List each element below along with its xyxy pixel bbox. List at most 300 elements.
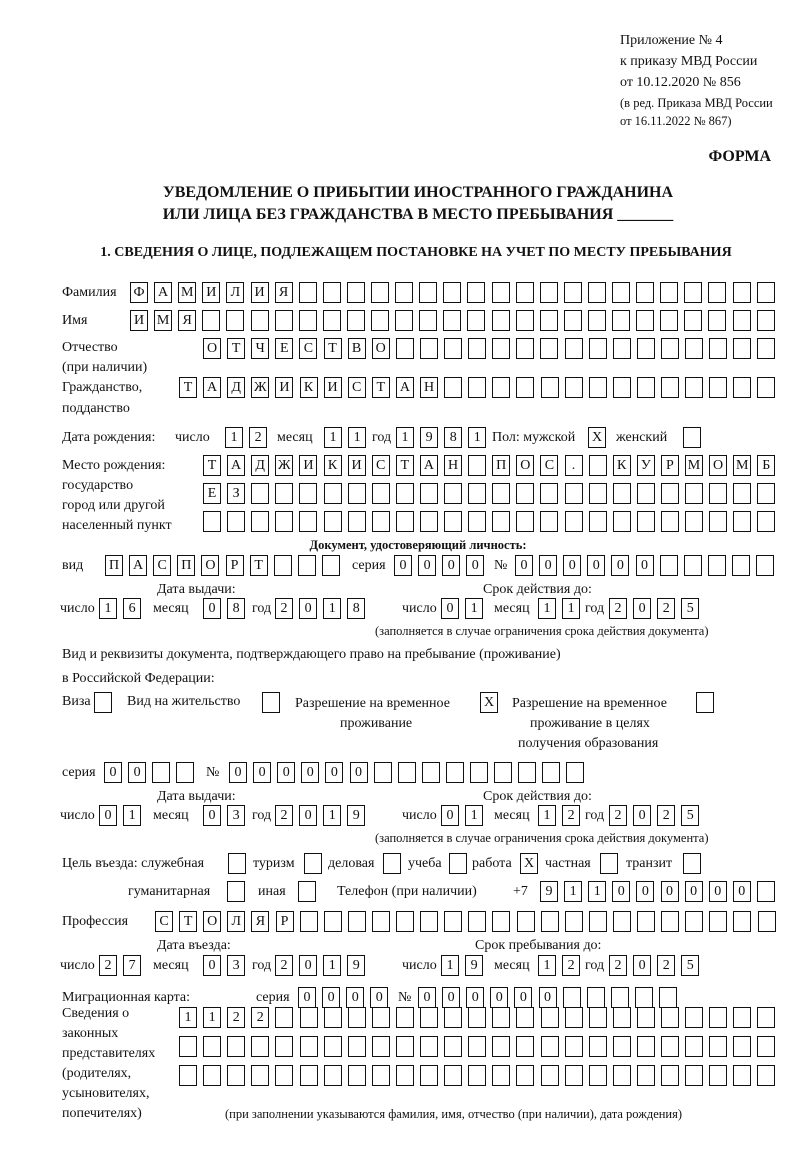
birth-place-cell[interactable] <box>589 511 607 532</box>
birth-place-cell[interactable]: Ж <box>275 455 293 476</box>
representative-cell[interactable] <box>372 1065 390 1086</box>
year-cell[interactable]: 9 <box>347 955 365 976</box>
day-cell[interactable]: 1 <box>441 955 459 976</box>
representative-cell[interactable] <box>492 1007 510 1028</box>
stay-number-cell[interactable]: 0 <box>350 762 368 783</box>
day-cell[interactable]: 0 <box>99 805 117 826</box>
patronymic-cell[interactable]: Т <box>227 338 245 359</box>
citizenship-cell[interactable] <box>565 377 583 398</box>
surname-cell[interactable] <box>467 282 485 303</box>
purpose-study-cell[interactable] <box>449 853 467 874</box>
stay-series-cell[interactable] <box>176 762 194 783</box>
birth-place-cell[interactable] <box>251 483 269 504</box>
representative-cell[interactable] <box>637 1007 655 1028</box>
profession-cell[interactable] <box>565 911 583 932</box>
profession-cell[interactable] <box>396 911 414 932</box>
representative-cell[interactable] <box>444 1036 462 1057</box>
month-cell[interactable]: 3 <box>227 805 245 826</box>
representative-cell[interactable] <box>757 1036 775 1057</box>
profession-cell[interactable] <box>758 911 776 932</box>
citizenship-cell[interactable] <box>492 377 510 398</box>
name-cell[interactable] <box>516 310 534 331</box>
citizenship-cell[interactable] <box>709 377 727 398</box>
doc-type-cell[interactable]: О <box>201 555 219 576</box>
profession-cell[interactable] <box>613 911 631 932</box>
stay-number-cell[interactable]: 0 <box>277 762 295 783</box>
surname-cell[interactable] <box>636 282 654 303</box>
surname-cell[interactable]: И <box>251 282 269 303</box>
doc-number-cell[interactable] <box>756 555 774 576</box>
representative-cell[interactable] <box>300 1007 318 1028</box>
birth-place-cell[interactable] <box>757 483 775 504</box>
month-cell[interactable]: 1 <box>538 805 556 826</box>
phone-cell[interactable]: 9 <box>540 881 558 902</box>
citizenship-cell[interactable] <box>541 377 559 398</box>
doc-number-cell[interactable]: 0 <box>515 555 533 576</box>
year-cell[interactable]: 2 <box>275 955 293 976</box>
surname-cell[interactable] <box>612 282 630 303</box>
name-cell[interactable] <box>443 310 461 331</box>
representative-cell[interactable] <box>275 1007 293 1028</box>
name-cell[interactable] <box>275 310 293 331</box>
representative-cell[interactable] <box>372 1007 390 1028</box>
name-cell[interactable] <box>588 310 606 331</box>
doc-number-cell[interactable]: 0 <box>611 555 629 576</box>
day-cell[interactable]: 0 <box>441 598 459 619</box>
migration-number-cell[interactable]: 0 <box>514 987 532 1008</box>
birth-place-cell[interactable] <box>324 483 342 504</box>
birth-year-cell[interactable]: 1 <box>396 427 414 448</box>
month-cell[interactable]: 0 <box>203 598 221 619</box>
residence-cell[interactable] <box>262 692 280 713</box>
stay-number-cell[interactable]: 0 <box>229 762 247 783</box>
representative-cell[interactable] <box>372 1036 390 1057</box>
representative-cell[interactable]: 1 <box>203 1007 221 1028</box>
surname-cell[interactable] <box>757 282 775 303</box>
representative-cell[interactable] <box>733 1036 751 1057</box>
profession-cell[interactable]: С <box>155 911 173 932</box>
patronymic-cell[interactable] <box>396 338 414 359</box>
patronymic-cell[interactable] <box>637 338 655 359</box>
year-cell[interactable]: 0 <box>633 805 651 826</box>
birth-place-cell[interactable] <box>757 511 775 532</box>
phone-cell[interactable]: 1 <box>588 881 606 902</box>
citizenship-cell[interactable]: А <box>203 377 221 398</box>
stay-number-cell[interactable] <box>422 762 440 783</box>
representative-cell[interactable] <box>685 1065 703 1086</box>
profession-cell[interactable]: О <box>203 911 221 932</box>
profession-cell[interactable] <box>372 911 390 932</box>
representative-cell[interactable] <box>565 1036 583 1057</box>
doc-series-cell[interactable]: 0 <box>418 555 436 576</box>
representative-cell[interactable] <box>589 1065 607 1086</box>
patronymic-cell[interactable] <box>565 338 583 359</box>
birth-place-cell[interactable] <box>420 511 438 532</box>
representative-cell[interactable] <box>637 1036 655 1057</box>
representative-cell[interactable] <box>203 1036 221 1057</box>
phone-cell[interactable] <box>757 881 775 902</box>
profession-cell[interactable]: Р <box>276 911 294 932</box>
birth-day-cell[interactable]: 1 <box>225 427 243 448</box>
surname-cell[interactable] <box>733 282 751 303</box>
stay-number-cell[interactable] <box>542 762 560 783</box>
day-cell[interactable]: 6 <box>123 598 141 619</box>
profession-cell[interactable] <box>420 911 438 932</box>
representative-cell[interactable] <box>468 1036 486 1057</box>
birth-place-cell[interactable]: Е <box>203 483 221 504</box>
year-cell[interactable]: 2 <box>657 955 675 976</box>
day-cell[interactable]: 9 <box>465 955 483 976</box>
day-cell[interactable]: 0 <box>441 805 459 826</box>
citizenship-cell[interactable] <box>468 377 486 398</box>
birth-place-cell[interactable]: К <box>613 455 631 476</box>
year-cell[interactable]: 5 <box>681 955 699 976</box>
phone-cell[interactable]: 0 <box>636 881 654 902</box>
representative-cell[interactable] <box>275 1036 293 1057</box>
migration-number-cell[interactable] <box>659 987 677 1008</box>
stay-number-cell[interactable]: 0 <box>325 762 343 783</box>
representative-cell[interactable] <box>420 1007 438 1028</box>
birth-place-cell[interactable] <box>637 511 655 532</box>
profession-cell[interactable]: Я <box>251 911 269 932</box>
purpose-transit-cell[interactable] <box>683 853 701 874</box>
citizenship-cell[interactable] <box>733 377 751 398</box>
name-cell[interactable] <box>226 310 244 331</box>
year-cell[interactable]: 5 <box>681 598 699 619</box>
doc-number-cell[interactable]: 0 <box>636 555 654 576</box>
representative-cell[interactable] <box>420 1065 438 1086</box>
representative-cell[interactable] <box>179 1065 197 1086</box>
birth-place-cell[interactable] <box>685 511 703 532</box>
birth-place-cell[interactable] <box>468 483 486 504</box>
citizenship-cell[interactable] <box>444 377 462 398</box>
representative-cell[interactable] <box>516 1007 534 1028</box>
migration-number-cell[interactable]: 0 <box>539 987 557 1008</box>
surname-cell[interactable] <box>564 282 582 303</box>
name-cell[interactable] <box>251 310 269 331</box>
migration-number-cell[interactable] <box>635 987 653 1008</box>
month-cell[interactable]: 2 <box>562 805 580 826</box>
birth-place-cell[interactable]: С <box>372 455 390 476</box>
surname-cell[interactable] <box>708 282 726 303</box>
representative-cell[interactable] <box>565 1007 583 1028</box>
year-cell[interactable]: 1 <box>323 598 341 619</box>
representative-cell[interactable] <box>661 1065 679 1086</box>
citizenship-cell[interactable] <box>685 377 703 398</box>
month-cell[interactable]: 8 <box>227 598 245 619</box>
citizenship-cell[interactable] <box>589 377 607 398</box>
birth-place-cell[interactable] <box>540 511 558 532</box>
name-cell[interactable]: Я <box>178 310 196 331</box>
birth-place-cell[interactable] <box>251 511 269 532</box>
birth-place-cell[interactable]: М <box>733 455 751 476</box>
birth-place-cell[interactable] <box>492 483 510 504</box>
doc-number-cell[interactable] <box>684 555 702 576</box>
name-cell[interactable] <box>492 310 510 331</box>
patronymic-cell[interactable] <box>444 338 462 359</box>
representative-cell[interactable] <box>709 1007 727 1028</box>
birth-year-cell[interactable]: 9 <box>420 427 438 448</box>
month-cell[interactable]: 1 <box>538 955 556 976</box>
birth-place-cell[interactable] <box>613 483 631 504</box>
stay-series-cell[interactable] <box>152 762 170 783</box>
representative-cell[interactable] <box>589 1007 607 1028</box>
patronymic-cell[interactable]: Ч <box>251 338 269 359</box>
representative-cell[interactable]: 2 <box>251 1007 269 1028</box>
representative-cell[interactable] <box>661 1007 679 1028</box>
citizenship-cell[interactable] <box>757 377 775 398</box>
surname-cell[interactable] <box>540 282 558 303</box>
name-cell[interactable] <box>371 310 389 331</box>
purpose-work-cell[interactable]: X <box>520 853 538 874</box>
representative-cell[interactable] <box>324 1007 342 1028</box>
name-cell[interactable] <box>660 310 678 331</box>
representative-cell[interactable] <box>420 1036 438 1057</box>
name-cell[interactable] <box>612 310 630 331</box>
birth-place-cell[interactable]: И <box>348 455 366 476</box>
birth-place-cell[interactable] <box>637 483 655 504</box>
doc-number-cell[interactable]: 0 <box>563 555 581 576</box>
representative-cell[interactable] <box>757 1065 775 1086</box>
profession-cell[interactable] <box>637 911 655 932</box>
patronymic-cell[interactable] <box>613 338 631 359</box>
citizenship-cell[interactable]: Т <box>179 377 197 398</box>
birth-place-cell[interactable]: О <box>709 455 727 476</box>
name-cell[interactable] <box>202 310 220 331</box>
birth-year-cell[interactable]: 8 <box>444 427 462 448</box>
surname-cell[interactable] <box>395 282 413 303</box>
doc-type-cell[interactable]: П <box>177 555 195 576</box>
day-cell[interactable]: 2 <box>99 955 117 976</box>
surname-cell[interactable] <box>492 282 510 303</box>
migration-series-cell[interactable]: 0 <box>370 987 388 1008</box>
surname-cell[interactable] <box>347 282 365 303</box>
birth-place-cell[interactable] <box>589 483 607 504</box>
surname-cell[interactable]: Л <box>226 282 244 303</box>
birth-place-cell[interactable] <box>492 511 510 532</box>
doc-type-cell[interactable]: С <box>153 555 171 576</box>
patronymic-cell[interactable] <box>661 338 679 359</box>
year-cell[interactable]: 0 <box>633 598 651 619</box>
surname-cell[interactable] <box>443 282 461 303</box>
representative-cell[interactable] <box>733 1007 751 1028</box>
representative-cell[interactable]: 2 <box>227 1007 245 1028</box>
birth-place-cell[interactable] <box>444 511 462 532</box>
surname-cell[interactable] <box>660 282 678 303</box>
doc-number-cell[interactable] <box>732 555 750 576</box>
birth-place-cell[interactable] <box>613 511 631 532</box>
doc-number-cell[interactable] <box>708 555 726 576</box>
representative-cell[interactable] <box>589 1036 607 1057</box>
month-cell[interactable]: 3 <box>227 955 245 976</box>
representative-cell[interactable] <box>492 1036 510 1057</box>
year-cell[interactable]: 8 <box>347 598 365 619</box>
migration-series-cell[interactable]: 0 <box>322 987 340 1008</box>
birth-place-cell[interactable] <box>685 483 703 504</box>
year-cell[interactable]: 0 <box>299 955 317 976</box>
representative-cell[interactable] <box>251 1065 269 1086</box>
birth-place-cell[interactable] <box>396 511 414 532</box>
patronymic-cell[interactable]: Е <box>275 338 293 359</box>
surname-cell[interactable] <box>371 282 389 303</box>
birth-place-cell[interactable] <box>203 511 221 532</box>
surname-cell[interactable] <box>684 282 702 303</box>
name-cell[interactable] <box>323 310 341 331</box>
representative-cell[interactable]: 1 <box>179 1007 197 1028</box>
year-cell[interactable]: 2 <box>609 598 627 619</box>
citizenship-cell[interactable]: А <box>396 377 414 398</box>
edu-residence-cell[interactable] <box>696 692 714 713</box>
citizenship-cell[interactable]: К <box>300 377 318 398</box>
day-cell[interactable]: 1 <box>123 805 141 826</box>
representative-cell[interactable] <box>613 1036 631 1057</box>
representative-cell[interactable] <box>324 1036 342 1057</box>
representative-cell[interactable] <box>733 1065 751 1086</box>
birth-place-cell[interactable]: Н <box>444 455 462 476</box>
birth-place-cell[interactable] <box>275 511 293 532</box>
year-cell[interactable]: 2 <box>609 805 627 826</box>
birth-place-cell[interactable] <box>565 511 583 532</box>
birth-place-cell[interactable]: М <box>685 455 703 476</box>
citizenship-cell[interactable] <box>637 377 655 398</box>
surname-cell[interactable] <box>516 282 534 303</box>
birth-place-cell[interactable] <box>661 511 679 532</box>
representative-cell[interactable] <box>348 1007 366 1028</box>
representative-cell[interactable] <box>757 1007 775 1028</box>
year-cell[interactable]: 2 <box>275 598 293 619</box>
year-cell[interactable]: 5 <box>681 805 699 826</box>
stay-number-cell[interactable]: 0 <box>301 762 319 783</box>
birth-place-cell[interactable]: С <box>540 455 558 476</box>
name-cell[interactable] <box>419 310 437 331</box>
citizenship-cell[interactable]: И <box>324 377 342 398</box>
birth-place-cell[interactable] <box>348 483 366 504</box>
patronymic-cell[interactable] <box>540 338 558 359</box>
name-cell[interactable] <box>467 310 485 331</box>
name-cell[interactable] <box>733 310 751 331</box>
month-cell[interactable]: 0 <box>203 805 221 826</box>
birth-place-cell[interactable] <box>709 511 727 532</box>
birth-place-cell[interactable] <box>516 483 534 504</box>
birth-place-cell[interactable]: У <box>637 455 655 476</box>
representative-cell[interactable] <box>613 1065 631 1086</box>
doc-type-cell[interactable] <box>298 555 316 576</box>
name-cell[interactable] <box>347 310 365 331</box>
birth-place-cell[interactable] <box>372 483 390 504</box>
profession-cell[interactable] <box>444 911 462 932</box>
representative-cell[interactable] <box>516 1036 534 1057</box>
day-cell[interactable]: 7 <box>123 955 141 976</box>
patronymic-cell[interactable] <box>757 338 775 359</box>
stay-series-cell[interactable]: 0 <box>128 762 146 783</box>
representative-cell[interactable] <box>685 1036 703 1057</box>
migration-number-cell[interactable]: 0 <box>418 987 436 1008</box>
representative-cell[interactable] <box>324 1065 342 1086</box>
migration-series-cell[interactable]: 0 <box>346 987 364 1008</box>
birth-place-cell[interactable] <box>709 483 727 504</box>
migration-series-cell[interactable]: 0 <box>298 987 316 1008</box>
patronymic-cell[interactable] <box>709 338 727 359</box>
birth-place-cell[interactable] <box>565 483 583 504</box>
birth-place-cell[interactable] <box>733 511 751 532</box>
birth-place-cell[interactable] <box>396 483 414 504</box>
citizenship-cell[interactable]: Т <box>372 377 390 398</box>
representative-cell[interactable] <box>541 1007 559 1028</box>
stay-number-cell[interactable] <box>374 762 392 783</box>
citizenship-cell[interactable] <box>516 377 534 398</box>
representative-cell[interactable] <box>541 1036 559 1057</box>
year-cell[interactable]: 2 <box>657 598 675 619</box>
surname-cell[interactable]: Ф <box>130 282 148 303</box>
migration-number-cell[interactable] <box>563 987 581 1008</box>
month-cell[interactable]: 1 <box>562 598 580 619</box>
representative-cell[interactable] <box>468 1065 486 1086</box>
doc-type-cell[interactable]: Т <box>250 555 268 576</box>
phone-cell[interactable]: 0 <box>685 881 703 902</box>
name-cell[interactable] <box>299 310 317 331</box>
citizenship-cell[interactable]: Н <box>420 377 438 398</box>
birth-place-cell[interactable] <box>299 511 317 532</box>
birth-month-cell[interactable]: 1 <box>348 427 366 448</box>
day-cell[interactable]: 1 <box>99 598 117 619</box>
name-cell[interactable] <box>684 310 702 331</box>
birth-place-cell[interactable] <box>733 483 751 504</box>
patronymic-cell[interactable]: В <box>348 338 366 359</box>
year-cell[interactable]: 2 <box>275 805 293 826</box>
profession-cell[interactable] <box>324 911 342 932</box>
representative-cell[interactable] <box>661 1036 679 1057</box>
representative-cell[interactable] <box>300 1036 318 1057</box>
representative-cell[interactable] <box>396 1065 414 1086</box>
birth-month-cell[interactable]: 1 <box>324 427 342 448</box>
year-cell[interactable]: 2 <box>657 805 675 826</box>
name-cell[interactable]: И <box>130 310 148 331</box>
name-cell[interactable]: М <box>154 310 172 331</box>
birth-place-cell[interactable]: К <box>324 455 342 476</box>
representative-cell[interactable] <box>685 1007 703 1028</box>
name-cell[interactable] <box>540 310 558 331</box>
purpose-private-cell[interactable] <box>600 853 618 874</box>
year-cell[interactable]: 0 <box>633 955 651 976</box>
representative-cell[interactable] <box>203 1065 221 1086</box>
patronymic-cell[interactable]: Т <box>324 338 342 359</box>
year-cell[interactable]: 1 <box>323 805 341 826</box>
doc-type-cell[interactable]: П <box>105 555 123 576</box>
stay-number-cell[interactable]: 0 <box>253 762 271 783</box>
phone-cell[interactable]: 0 <box>733 881 751 902</box>
representative-cell[interactable] <box>613 1007 631 1028</box>
birth-place-cell[interactable] <box>540 483 558 504</box>
temp-residence-cell[interactable]: X <box>480 692 498 713</box>
representative-cell[interactable] <box>227 1065 245 1086</box>
phone-cell[interactable]: 1 <box>564 881 582 902</box>
citizenship-cell[interactable]: Д <box>227 377 245 398</box>
representative-cell[interactable] <box>516 1065 534 1086</box>
representative-cell[interactable] <box>227 1036 245 1057</box>
year-cell[interactable]: 0 <box>299 805 317 826</box>
surname-cell[interactable]: И <box>202 282 220 303</box>
phone-cell[interactable]: 0 <box>661 881 679 902</box>
stay-number-cell[interactable] <box>566 762 584 783</box>
birth-place-cell[interactable] <box>420 483 438 504</box>
name-cell[interactable] <box>564 310 582 331</box>
representative-cell[interactable] <box>709 1065 727 1086</box>
profession-cell[interactable] <box>661 911 679 932</box>
birth-place-cell[interactable] <box>589 455 607 476</box>
surname-cell[interactable] <box>323 282 341 303</box>
surname-cell[interactable]: Я <box>275 282 293 303</box>
profession-cell[interactable] <box>517 911 535 932</box>
